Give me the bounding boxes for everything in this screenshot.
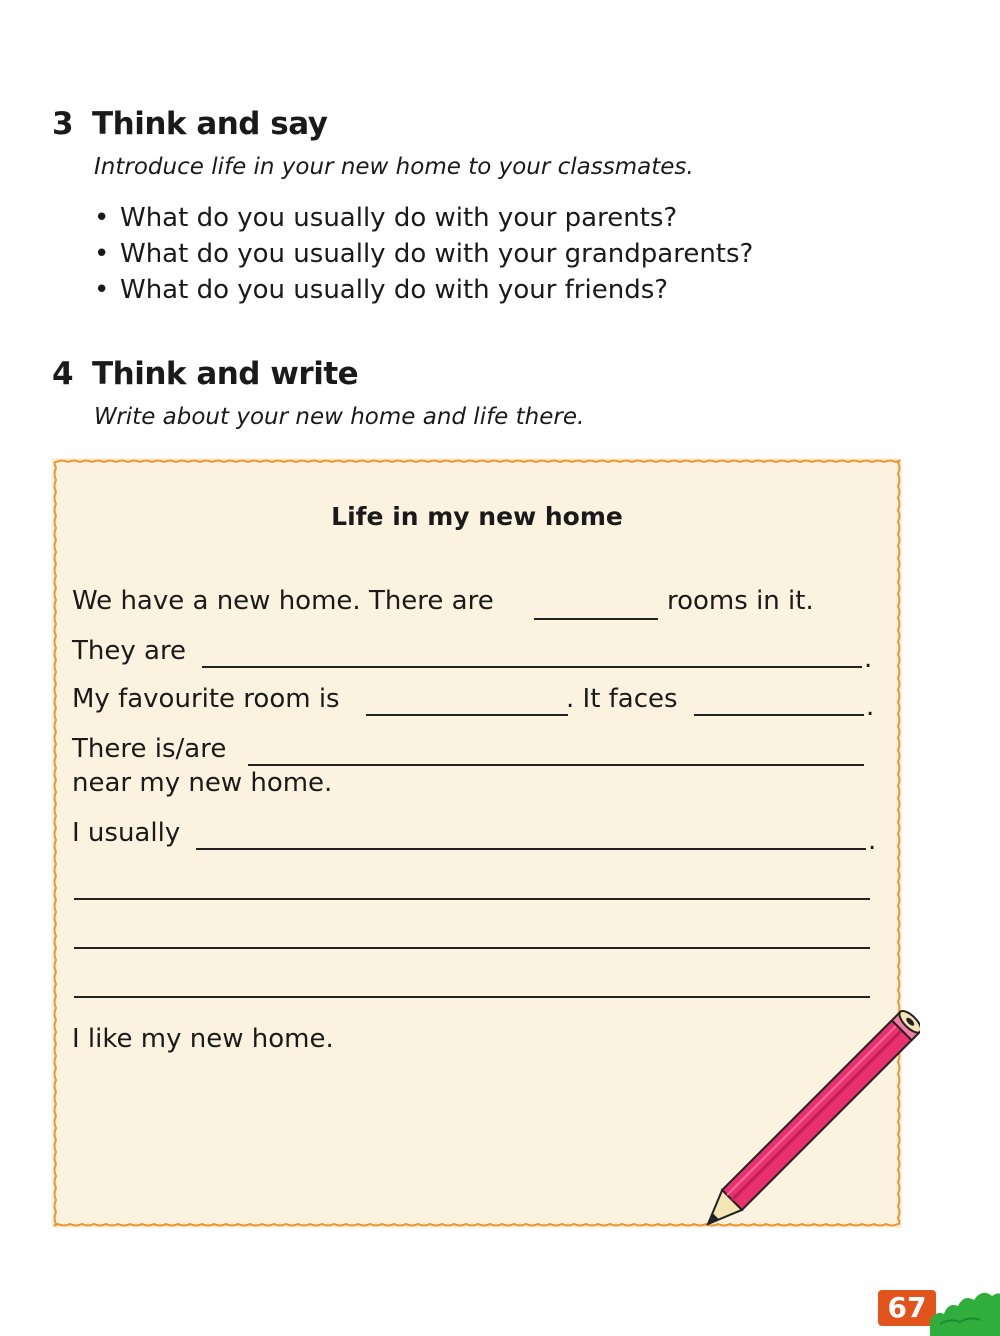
section-3-title: Think and say (92, 106, 328, 142)
usual-activities-blank[interactable] (196, 848, 866, 850)
line-3-middle: . It faces (566, 684, 678, 714)
line-5-start: I usually (72, 818, 181, 848)
line-1-start: We have a new home. There are (72, 586, 494, 616)
bullet-icon: • (94, 203, 110, 233)
bullet-icon: • (94, 239, 110, 269)
section-4-number: 4 (52, 356, 74, 392)
section-4-title: Think and write (92, 356, 359, 392)
line-4-start: There is/are (72, 734, 227, 764)
page-number-badge: 67 (878, 1290, 936, 1326)
rooms-count-blank[interactable] (534, 618, 658, 620)
writing-line[interactable] (74, 996, 870, 998)
section-3-number: 3 (52, 106, 74, 142)
closing-sentence: I like my new home. (72, 1024, 334, 1054)
line-1-end: rooms in it. (667, 586, 814, 616)
grass-decoration-icon (930, 1280, 1000, 1336)
line-3-period: . (866, 692, 875, 722)
bullet-icon: • (94, 275, 110, 305)
section-3-heading (52, 106, 327, 142)
question-item: • What do you usually do with your grandparents? (94, 236, 753, 272)
question-list (94, 200, 753, 308)
nearby-places-blank[interactable] (248, 764, 864, 766)
rooms-list-blank[interactable] (202, 666, 862, 668)
room-faces-blank[interactable] (694, 714, 864, 716)
line-2-start: They are (72, 636, 187, 666)
section-4-instruction: Write about your new home and life there. (94, 404, 585, 430)
writing-line[interactable] (74, 898, 870, 900)
question-item: • What do you usually do with your friends? (94, 272, 753, 308)
line-3-start: My favourite room is (72, 684, 340, 714)
section-3-instruction: Introduce life in your new home to your classmates. (94, 154, 694, 180)
paper-title: Life in my new home (331, 502, 623, 531)
pencil-icon (700, 1000, 920, 1230)
line-4-continuation: near my new home. (72, 768, 333, 798)
writing-line[interactable] (74, 947, 870, 949)
line-2-period: . (864, 644, 873, 674)
question-item: • What do you usually do with your parents? (94, 200, 753, 236)
section-4-heading (52, 356, 358, 392)
favourite-room-blank[interactable] (366, 714, 568, 716)
line-5-period: . (868, 826, 877, 856)
